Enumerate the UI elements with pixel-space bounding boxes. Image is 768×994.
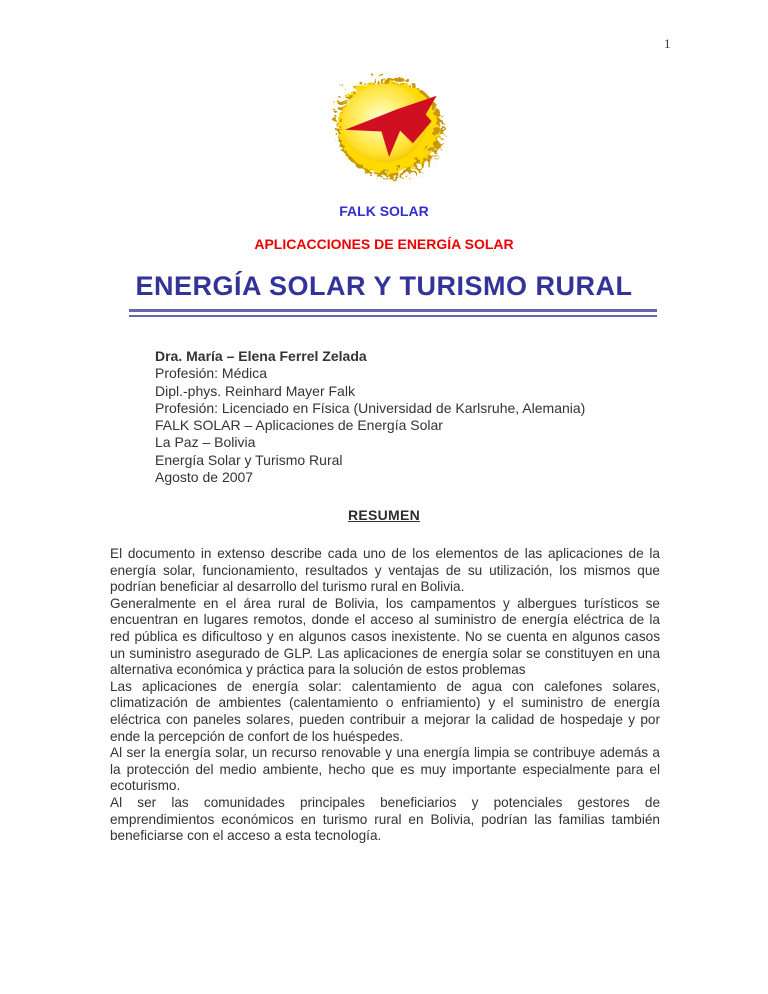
abstract-paragraph: Generalmente en el área rural de Bolivia, los campamentos y albergues turísticos se encuentran en lugares remotos, donde el acceso al suministro de energía eléctrica de la red pública es dificultoso y en algunos casos inexistente. No se cuenta en algunos casos un suministro asegurado de GLP. Las aplicaciones de energía solar se constituyen en una alternativa económica y práctica para la solución de estos problemas — [110, 595, 660, 678]
company-name: FALK SOLAR — [339, 203, 429, 219]
title-underline-rule — [129, 309, 657, 317]
sun-falcon-logo-icon — [299, 60, 469, 186]
abstract-paragraph: El documento in extenso describe cada uno de los elementos de las aplicaciones de la energía solar, funcionamiento, resultados y ventajas de su utilización, los mismos que podrían beneficiar al desarrollo del turismo rural en Bolivia. — [110, 546, 660, 595]
page-number: 1 — [664, 36, 671, 51]
abstract-paragraph: Al ser la energía solar, un recurso renovable y una energía limpia se contribuye además a la protección del medio ambiente, hecho que es muy importante especialmente para el ecoturismo. — [110, 745, 660, 794]
author-line: La Paz – Bolivia — [155, 434, 256, 451]
author-line: FALK SOLAR – Aplicaciones de Energía Solar — [155, 417, 443, 434]
author-line: Energía Solar y Turismo Rural — [155, 451, 343, 468]
abstract-body — [110, 546, 660, 845]
document-subtitle: APLICACCIONES DE ENERGÍA SOLAR — [254, 236, 514, 252]
author-block — [155, 348, 585, 486]
author-line: Profesión: Licenciado en Física (Universidad de Karlsruhe, Alemania) — [155, 399, 586, 416]
author-line: Dipl.-phys. Reinhard Mayer Falk — [155, 382, 355, 399]
author-line: Profesión: Médica — [155, 365, 268, 382]
abstract-paragraph: Al ser las comunidades principales beneficiarios y potenciales gestores de emprendimientos económicos en turismo rural en Bolivia, podrían las familias también beneficiarse con el acceso a esta tecnología. — [110, 794, 660, 844]
author-line: Agosto de 2007 — [155, 469, 254, 486]
abstract-heading: RESUMEN — [347, 507, 421, 523]
abstract-paragraph: Las aplicaciones de energía solar: calentamiento de agua con calefones solares, climatización de ambientes (calentamiento o enfriamiento) y el suministro de energía eléctrica con paneles solares, pueden contribuir a mejorar la calidad de hospedaje y por ende la percepción de confort de los huéspedes. — [110, 678, 660, 744]
author-line: Dra. María – Elena Ferrel Zelada — [155, 348, 367, 364]
logo-container — [0, 60, 768, 191]
document-title: ENERGÍA SOLAR Y TURISMO RURAL — [135, 271, 633, 301]
